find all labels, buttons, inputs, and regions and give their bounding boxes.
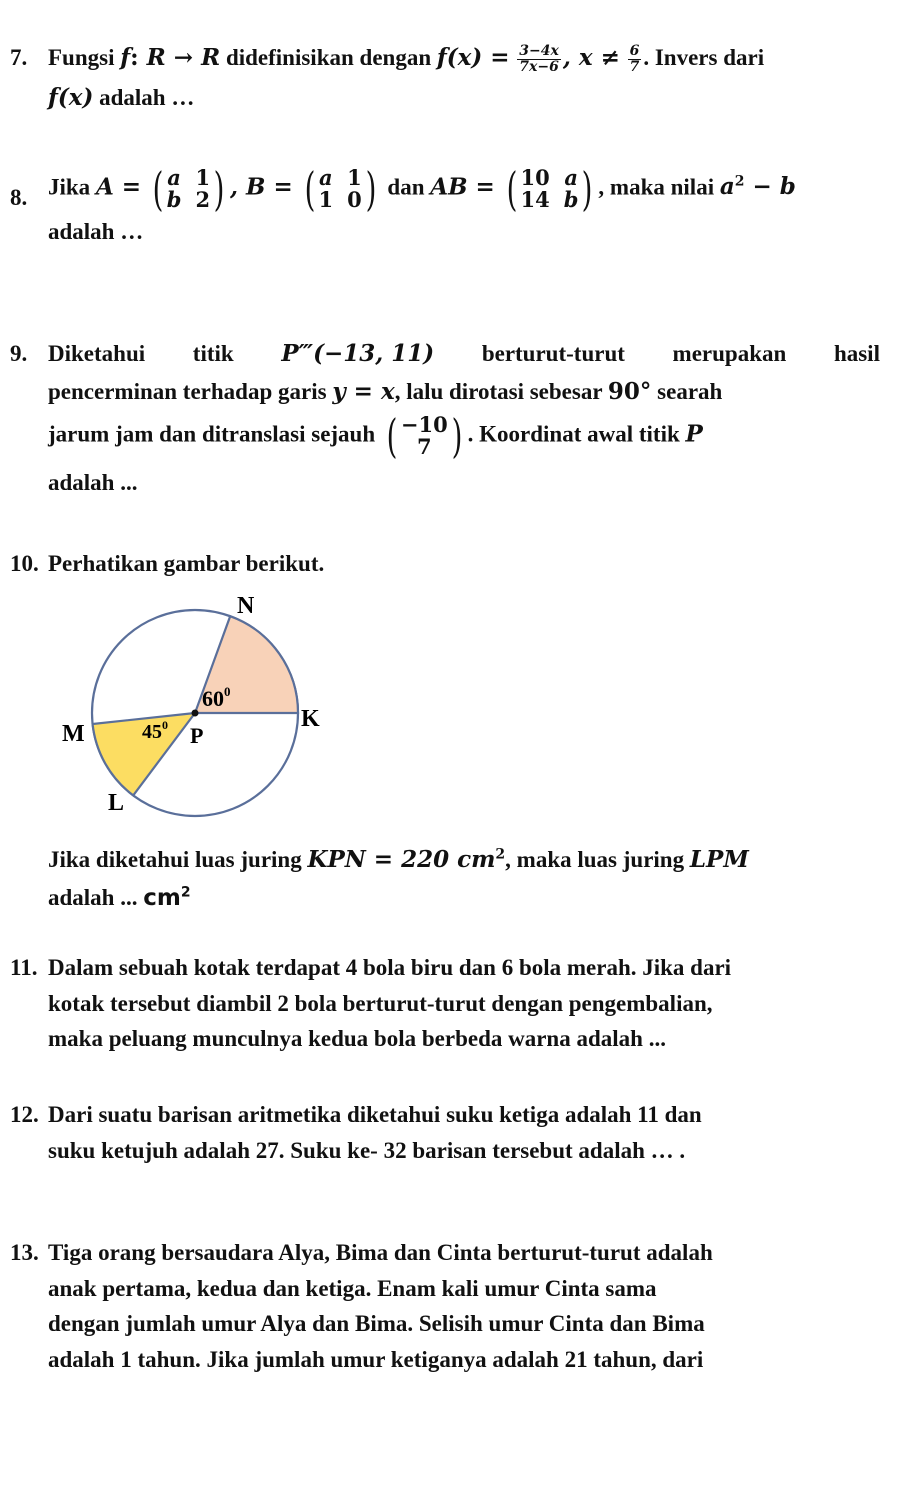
question-number: 10. — [10, 551, 39, 576]
translation-vector: ( −10 7 ) — [386, 409, 463, 464]
text: , maka luas juring — [505, 847, 685, 872]
circle-sector-diagram — [50, 585, 350, 825]
question-line: kotak tersebut diambil 2 bola berturut-turut dengan pengembalian, — [48, 990, 713, 1016]
question-line: anak pertama, kedua dan ketiga. Enam kali umur Cinta sama — [48, 1275, 657, 1301]
question-number: 8. — [10, 185, 28, 210]
math: f(x) — [48, 83, 94, 111]
question-line — [48, 842, 880, 878]
question-line — [48, 336, 880, 372]
question-13 — [10, 1235, 880, 1378]
text: . Invers dari — [643, 45, 765, 70]
text: Jika diketahui luas juring — [48, 847, 302, 872]
text: Perhatikan gambar berikut. — [48, 551, 325, 576]
question-number: 11. — [10, 955, 38, 980]
question-number: 7. — [10, 45, 28, 70]
math: P‴(−13, 11) — [281, 340, 435, 367]
text: merupakan — [672, 341, 787, 366]
text: adalah ... — [48, 470, 138, 496]
text: Jika — [48, 174, 91, 200]
question-number: 12. — [10, 1102, 39, 1127]
math: 90° — [607, 377, 652, 405]
question-line — [48, 80, 880, 116]
label-l: L — [108, 790, 125, 816]
question-9 — [10, 336, 880, 501]
question-line — [48, 214, 880, 250]
label-k: K — [301, 706, 320, 732]
text: , lalu dirotasi sebesar — [394, 378, 603, 404]
math: $cm^2$ — [143, 883, 191, 911]
angle-45: $45^0$ — [142, 718, 168, 743]
math: y = x — [332, 377, 395, 405]
label-m: M — [62, 721, 85, 747]
text: jarum jam dan ditranslasi sejauh — [48, 421, 376, 447]
math: , B = — [230, 173, 293, 201]
text: titik — [192, 341, 234, 366]
fraction: $\frac{3-4x}{7x-6}$ — [519, 42, 559, 76]
angle-60: $60^0$ — [202, 684, 231, 711]
question-number: 9. — [10, 341, 28, 366]
question-line: dengan jumlah umur Alya dan Bima. Selisih umur Cinta dan Bima — [48, 1311, 705, 1337]
math: $a^2 - b$ — [719, 173, 796, 201]
question-line — [48, 40, 880, 76]
question-line: Dari suatu barisan aritmetika diketahui suku ketiga adalah 11 dan — [48, 1102, 702, 1127]
label-n: N — [237, 593, 255, 619]
text: , maka nilai — [598, 174, 715, 200]
matrix-a: ( a 1 b 2 ) — [152, 162, 225, 216]
text: dan — [387, 174, 425, 200]
text: searah — [657, 378, 723, 404]
math: f — [120, 44, 131, 71]
text: pencerminan terhadap garis — [48, 378, 327, 404]
question-10-text — [10, 842, 880, 916]
question-line — [48, 409, 880, 464]
question-line: suku ketujuh adalah 27. Suku ke- 32 barisan tersebut adalah … . — [48, 1137, 686, 1163]
math: LPM — [689, 846, 749, 873]
math: P — [685, 420, 703, 448]
question-line — [48, 374, 880, 410]
question-line — [48, 162, 880, 216]
question-7 — [10, 40, 880, 115]
question-line: adalah 1 tahun. Jika jumlah umur ketiganya adalah 21 tahun, dari — [48, 1346, 704, 1372]
matrix-ab: ( 10 a 14 b ) — [506, 162, 593, 216]
question-line: Tiga orang bersaudara Alya, Bima dan Cinta berturut-turut adalah — [48, 1240, 713, 1265]
question-11 — [10, 950, 880, 1057]
question-line: Dalam sebuah kotak terdapat 4 bola biru dan 6 bola merah. Jika dari — [48, 955, 732, 980]
math: → — [165, 44, 202, 71]
question-line — [48, 880, 880, 917]
math: , x ≠ — [562, 44, 620, 71]
question-line: maka peluang munculnya kedua bola berbeda warna adalah ... — [48, 1026, 666, 1052]
question-12 — [10, 1097, 880, 1168]
text: adalah ... — [48, 884, 138, 910]
math: A = — [95, 173, 142, 201]
text: berturut-turut — [481, 341, 625, 366]
question-line — [48, 546, 880, 582]
math: AB = — [430, 173, 495, 201]
fraction: $\frac{6}{7}$ — [629, 42, 640, 76]
math: R — [146, 44, 166, 71]
text: . Koordinat awal titik — [467, 421, 680, 447]
text: didefinisikan dengan — [225, 45, 432, 70]
math: R — [201, 44, 221, 71]
center-point — [192, 710, 199, 717]
label-p: P — [190, 723, 204, 748]
math: KPN = 220 $cm^2$ — [307, 846, 506, 873]
question-8 — [10, 162, 880, 250]
text: Fungsi — [48, 45, 115, 70]
question-number: 13. — [10, 1240, 39, 1265]
question-10 — [10, 546, 880, 582]
math: f(x) = — [436, 44, 510, 71]
text: adalah … — [48, 219, 144, 244]
question-line — [48, 465, 880, 501]
matrix-b: ( a 1 1 0 ) — [304, 162, 377, 216]
text: adalah … — [99, 84, 195, 110]
math: : — [130, 44, 147, 71]
text: hasil — [833, 341, 880, 366]
text: Diketahui — [48, 341, 146, 366]
